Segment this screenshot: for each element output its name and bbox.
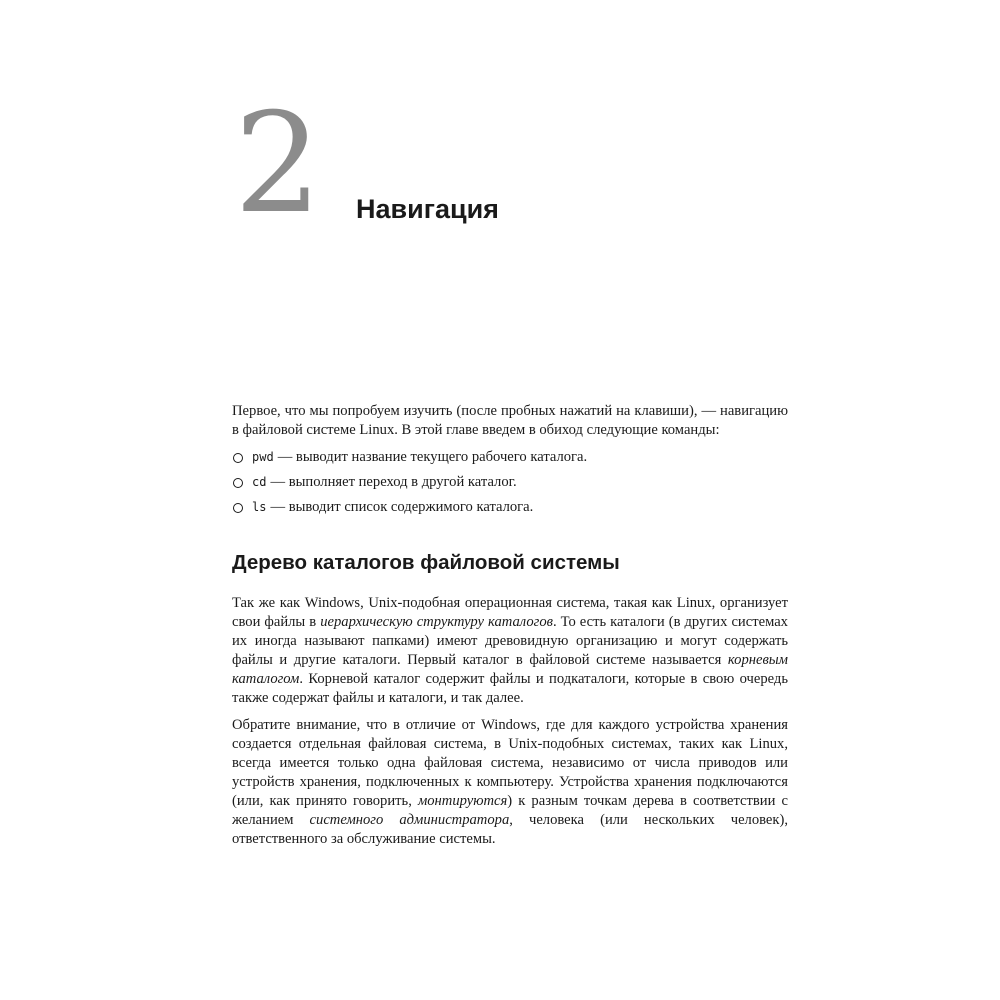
list-item	[232, 498, 788, 517]
list-item	[232, 473, 788, 492]
emphasis: иерархическую структуру каталогов	[320, 613, 553, 630]
emphasis: монтируются	[417, 792, 508, 809]
chapter-title: Навигация	[356, 194, 499, 224]
intro-paragraph: Первое, что мы попробуем изучить (после пробных нажатий на клавиши), — навигацию в файловой системе Linux. В этой главе введем в обиход следующие команды:	[232, 403, 788, 438]
section-title: Дерево каталогов файловой системы	[232, 551, 620, 574]
text-run: . То есть каталоги (в других системах их иногда называют папками) имеют древовидную организацию и могут содержать файлы и другие каталоги. Первый каталог в файловой системе называется	[232, 613, 788, 668]
page-body	[232, 402, 788, 857]
command-list	[232, 448, 788, 517]
circle-bullet-icon	[233, 503, 243, 513]
text-run: . Корневой каталог содержит файлы и подкаталоги, которые в свою очередь также содержат файлы и каталоги, и так далее.	[232, 670, 788, 706]
command-description: — выводит название текущего рабочего каталога.	[277, 449, 588, 465]
circle-bullet-icon	[233, 453, 243, 463]
text-run: Обратите внимание, что в отличие от Windows, где для каждого устройства хранения создается отдельная файловая система, в Unix-подобных системах, таких как Linux, всегда имеется только одна файловая система, независимо от числа приводов или устройств хранения, подключенных к компьютеру. Устройства хранения подключаются (или, как принято говорить,	[232, 716, 788, 809]
command-name: pwd	[252, 450, 274, 464]
text-run: ) к разным точкам дерева в соответствии с желанием	[232, 792, 788, 828]
text-run: , человека (или нескольких человек), ответственного за обслуживание системы.	[232, 811, 789, 847]
body-paragraph	[232, 594, 788, 708]
text-run: Так же как Windows, Unix-подобная операционная система, такая как Linux, организует свои файлы в	[232, 594, 788, 630]
command-description: — выполняет переход в другой каталог.	[270, 474, 517, 490]
command-name: cd	[252, 475, 267, 489]
command-name: ls	[252, 500, 267, 514]
list-item	[232, 448, 788, 467]
body-paragraph	[232, 716, 788, 849]
chapter-number: 2	[234, 83, 322, 244]
command-description: — выводит список содержимого каталога.	[270, 499, 534, 515]
emphasis: корневым каталогом	[232, 651, 788, 687]
circle-bullet-icon	[233, 478, 243, 488]
emphasis: системного администратора	[309, 811, 510, 828]
